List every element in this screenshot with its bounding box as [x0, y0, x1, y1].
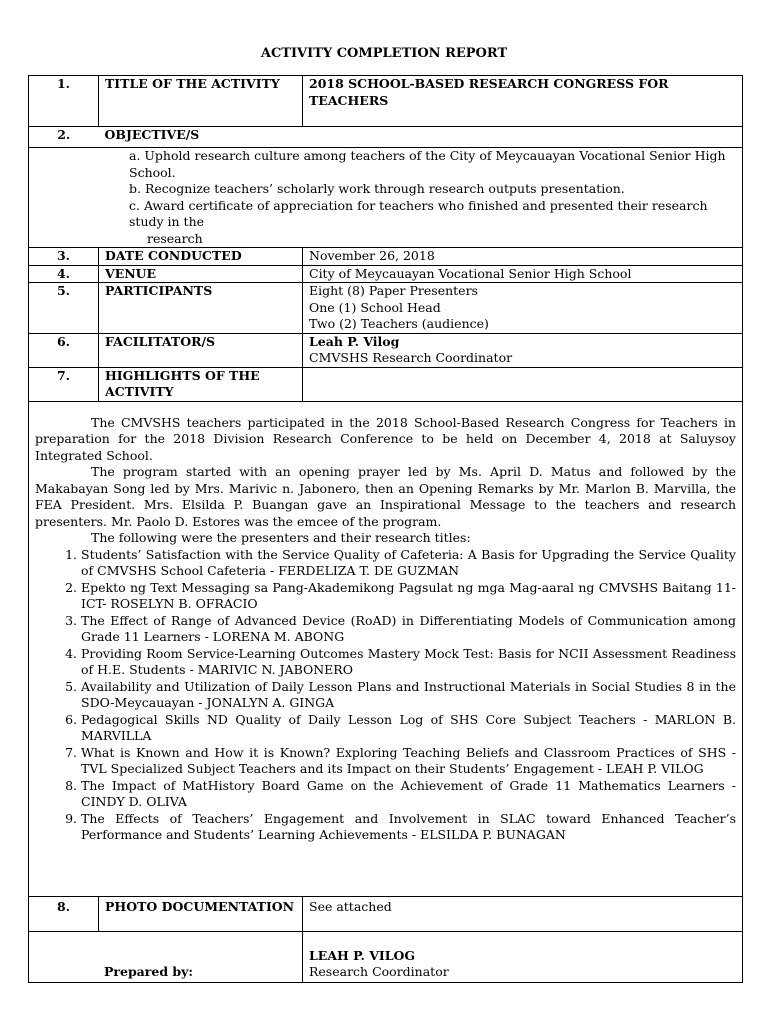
row-highlights-body — [29, 401, 743, 896]
row-label: TITLE OF THE ACTIVITY — [99, 76, 303, 127]
row-facilitator — [29, 333, 743, 367]
row-number: 1. — [29, 76, 99, 127]
presenter-item: 3. The Effect of Range of Advanced Device (RoAD) in Differentiating Models of Communication among Grade 11 Learners - LORENA M. ABONG — [81, 613, 736, 646]
participant-item: One (1) School Head — [309, 299, 441, 315]
row-label: PHOTO DOCUMENTATION — [99, 896, 303, 931]
activity-title: 2018 SCHOOL-BASED RESEARCH CONGRESS FOR TEACHERS — [303, 76, 743, 127]
prepared-signatory — [303, 931, 743, 982]
presenter-item: 6. Pedagogical Skills ND Quality of Daily Lesson Log of SHS Core Subject Teachers - MARLON B. MARVILLA — [81, 712, 736, 745]
objective-continuation: research — [147, 230, 203, 246]
highlights-empty-cell — [303, 367, 743, 401]
participant-item: Eight (8) Paper Presenters — [309, 283, 478, 298]
presenters-list — [35, 547, 736, 844]
prepared-name: LEAH P. VILOG — [309, 947, 416, 963]
report-table — [28, 75, 743, 983]
row-date — [29, 248, 743, 266]
participants-list — [303, 283, 743, 334]
row-highlights-header — [29, 367, 743, 401]
row-venue — [29, 265, 743, 283]
row-number: 2. — [29, 127, 99, 148]
objective-item: c. Award certificate of appreciation for teachers who finished and presented their research study in the — [129, 197, 708, 229]
presenter-item: 4. Providing Room Service-Learning Outcomes Mastery Mock Test: Basis for NCII Assessment Readiness of H.E. Students - MARIVIC N. JABONERO — [81, 646, 736, 679]
presenter-item: 8. The Impact of MatHistory Board Game on the Achievement of Grade 11 Mathematics Learners - CINDY D. OLIVA — [81, 778, 736, 811]
participant-item: Two (2) Teachers (audience) — [309, 316, 489, 331]
prepared-label: Prepared by: — [29, 931, 303, 982]
row-label: DATE CONDUCTED — [99, 248, 303, 266]
row-prepared — [29, 931, 743, 982]
row-number: 5. — [29, 283, 99, 334]
date-value: November 26, 2018 — [303, 248, 743, 266]
row-label: OBJECTIVE/S — [99, 127, 743, 148]
objective-item: b. Recognize teachers’ scholarly work through research outputs presentation. — [129, 181, 625, 196]
presenter-item: 5. Availability and Utilization of Daily Lesson Plans and Instructional Materials in Social Studies 8 in the SDO-Meycauayan - JONALYN A. GINGA — [81, 679, 736, 712]
row-label: HIGHLIGHTS OF THE ACTIVITY — [99, 367, 303, 401]
row-number: 4. — [29, 265, 99, 283]
objective-item: a. Uphold research culture among teachers of the City of Meycauayan Vocational Senior High School. — [129, 148, 726, 180]
row-objectives-body — [29, 148, 743, 248]
row-number: 3. — [29, 248, 99, 266]
venue-value: City of Meycauayan Vocational Senior High School — [303, 265, 743, 283]
highlights-paragraph: The following were the presenters and their research titles: — [91, 530, 471, 545]
row-label: VENUE — [99, 265, 303, 283]
facilitator-value — [303, 333, 743, 367]
row-title — [29, 76, 743, 127]
row-label: FACILITATOR/S — [99, 333, 303, 367]
row-participants — [29, 283, 743, 334]
photo-value: See attached — [303, 896, 743, 931]
row-objectives-header — [29, 127, 743, 148]
presenter-item: 7. What is Known and How it is Known? Exploring Teaching Beliefs and Classroom Practices of SHS - TVL Specialized Subject Teachers and its Impact on their Students’ Engagement - LEAH P. VILOG — [81, 745, 736, 778]
presenter-item: 2. Epekto ng Text Messaging sa Pang-Akademikong Pagsulat ng mga Mag-aaral ng CMVSHS Baitang 11-ICT- ROSELYN B. OFRACIO — [81, 580, 736, 613]
objectives-list — [29, 148, 743, 248]
presenter-item: 1. Students’ Satisfaction with the Service Quality of Cafeteria: A Basis for Upgrading the Service Quality of CMVSHS School Cafeteria - FERDELIZA T. DE GUZMAN — [81, 547, 736, 580]
facilitator-name: Leah P. Vilog — [309, 333, 400, 349]
highlights-narrative — [29, 401, 743, 896]
highlights-paragraph: The program started with an opening prayer led by Ms. April D. Matus and followed by the Makabayan Song led by Mrs. Marivic n. Jabonero, then an Opening Remarks by Mr. Marlon B. Marvilla, the FEA President. Mrs. Elsilda P. Buangan gave an Inspirational Message to the teachers and research presenters. Mr. Paolo D. Estores was the emcee of the program. — [35, 464, 736, 529]
presenter-item: 9. The Effects of Teachers’ Engagement and Involvement in SLAC toward Enhanced Teacher’s Performance and Students’ Learning Achievements - ELSILDA P. BUNAGAN — [81, 811, 736, 844]
row-label: PARTICIPANTS — [99, 283, 303, 334]
row-number: 6. — [29, 333, 99, 367]
row-number: 7. — [29, 367, 99, 401]
row-number: 8. — [29, 896, 99, 931]
highlights-paragraph: The CMVSHS teachers participated in the 2018 School-Based Research Congress for Teachers in preparation for the 2018 Division Research Conference to be held on December 4, 2018 at Saluysoy Integrated School. — [35, 414, 736, 463]
row-photo — [29, 896, 743, 931]
report-title: ACTIVITY COMPLETION REPORT — [260, 46, 508, 61]
prepared-role: Research Coordinator — [309, 964, 449, 979]
facilitator-role: CMVSHS Research Coordinator — [309, 350, 513, 365]
